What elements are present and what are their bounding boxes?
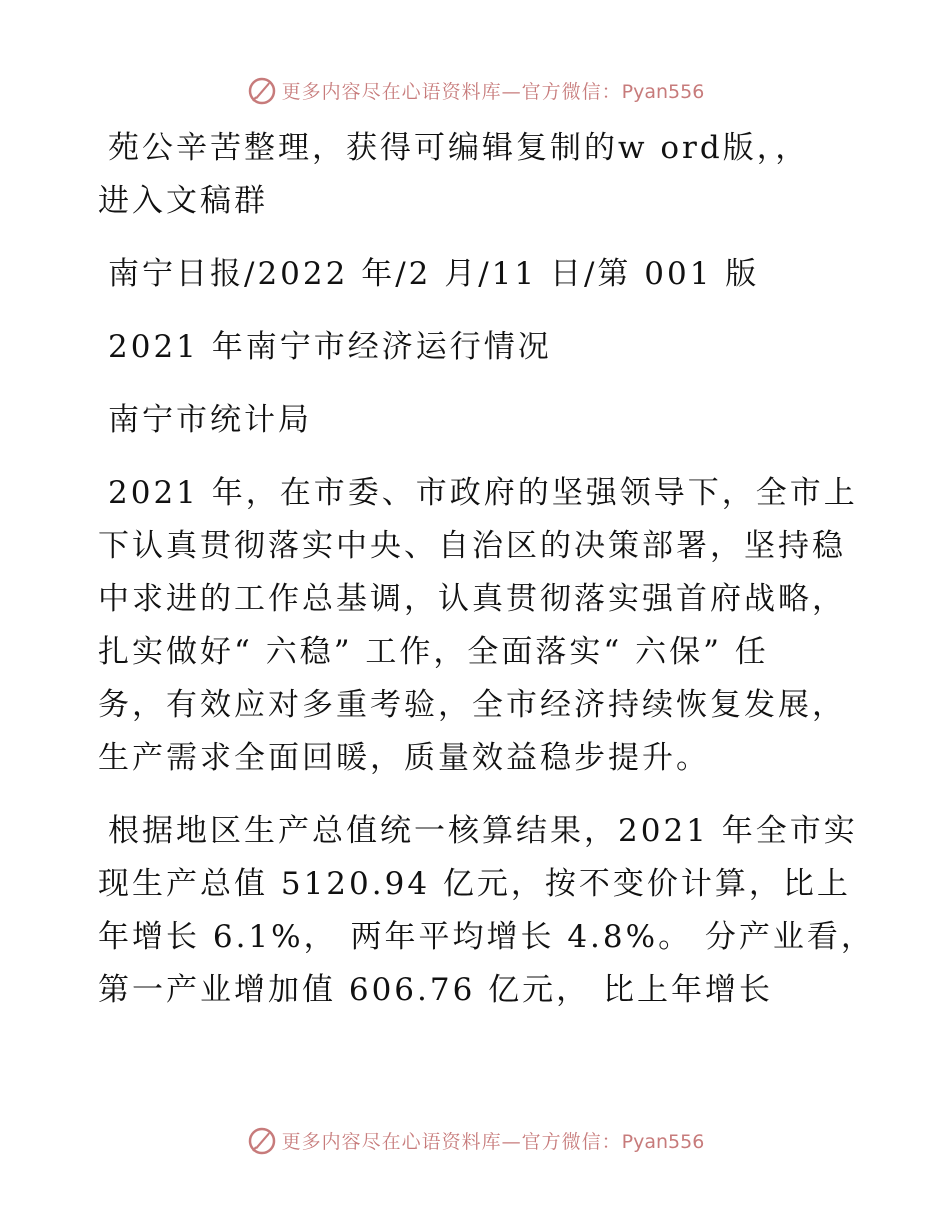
paragraph-1-line: 务，有效应对多重考验，全市经济持续恢复发展， bbox=[98, 687, 846, 723]
banner-wechat-id: Pyan556 bbox=[621, 1130, 705, 1153]
paragraph-1-line: 下认真贯彻落实中央、自治区的决策部署，坚持稳 bbox=[98, 528, 846, 564]
intro-line-1: 苑公辛苦整理，获得可编辑复制的w ord版，， bbox=[108, 130, 810, 166]
paragraph-1-line: 生产需求全面回暖，质量效益稳步提升。 bbox=[98, 740, 710, 776]
paragraph-2-line: 年增长 6.1%， 两年平均增长 4.8%。 分产业看， bbox=[98, 919, 875, 955]
quill-logo-icon bbox=[246, 74, 278, 106]
article-author bbox=[98, 394, 858, 447]
banner-text bbox=[282, 77, 705, 104]
paragraph-2-line: 根据地区生产总值统一核算结果，2021 年全市实 bbox=[108, 813, 858, 849]
intro-line-2: 进入文稿群 bbox=[98, 183, 268, 219]
article-title bbox=[98, 321, 858, 374]
paragraph-2-line: 现生产总值 5120.94 亿元，按不变价计算，比上 bbox=[98, 866, 851, 902]
document-body bbox=[98, 122, 875, 1037]
quill-logo-icon bbox=[246, 1124, 278, 1156]
banner-wechat-id: Pyan556 bbox=[621, 80, 705, 103]
banner-text bbox=[282, 1127, 705, 1154]
article-title-text: 2021 年南宁市经济运行情况 bbox=[108, 329, 552, 365]
paragraph-1-line: 2021 年，在市委、市政府的坚强领导下，全市上 bbox=[108, 475, 858, 511]
banner-text-cn: 更多内容尽在心语资料库—官方微信： bbox=[281, 1130, 622, 1153]
paragraph-2-line: 第一产业增加值 606.76 亿元， 比上年增长 bbox=[98, 972, 774, 1008]
footer-banner bbox=[0, 1120, 950, 1160]
article-author-text: 南宁市统计局 bbox=[108, 402, 312, 438]
header-banner bbox=[0, 70, 950, 110]
paragraph-1-line: 扎实做好“ 六稳” 工作，全面落实“ 六保” 任 bbox=[98, 634, 769, 670]
dateline bbox=[98, 248, 858, 301]
paragraph-1-line: 中求进的工作总基调，认真贯彻落实强首府战略， bbox=[98, 581, 846, 617]
paragraph-2 bbox=[98, 805, 875, 1017]
banner-text-cn: 更多内容尽在心语资料库—官方微信： bbox=[281, 80, 622, 103]
intro-note bbox=[98, 122, 858, 228]
dateline-text: 南宁日报/2022 年/2 月/11 日/第 001 版 bbox=[108, 256, 760, 292]
paragraph-1 bbox=[98, 467, 858, 785]
